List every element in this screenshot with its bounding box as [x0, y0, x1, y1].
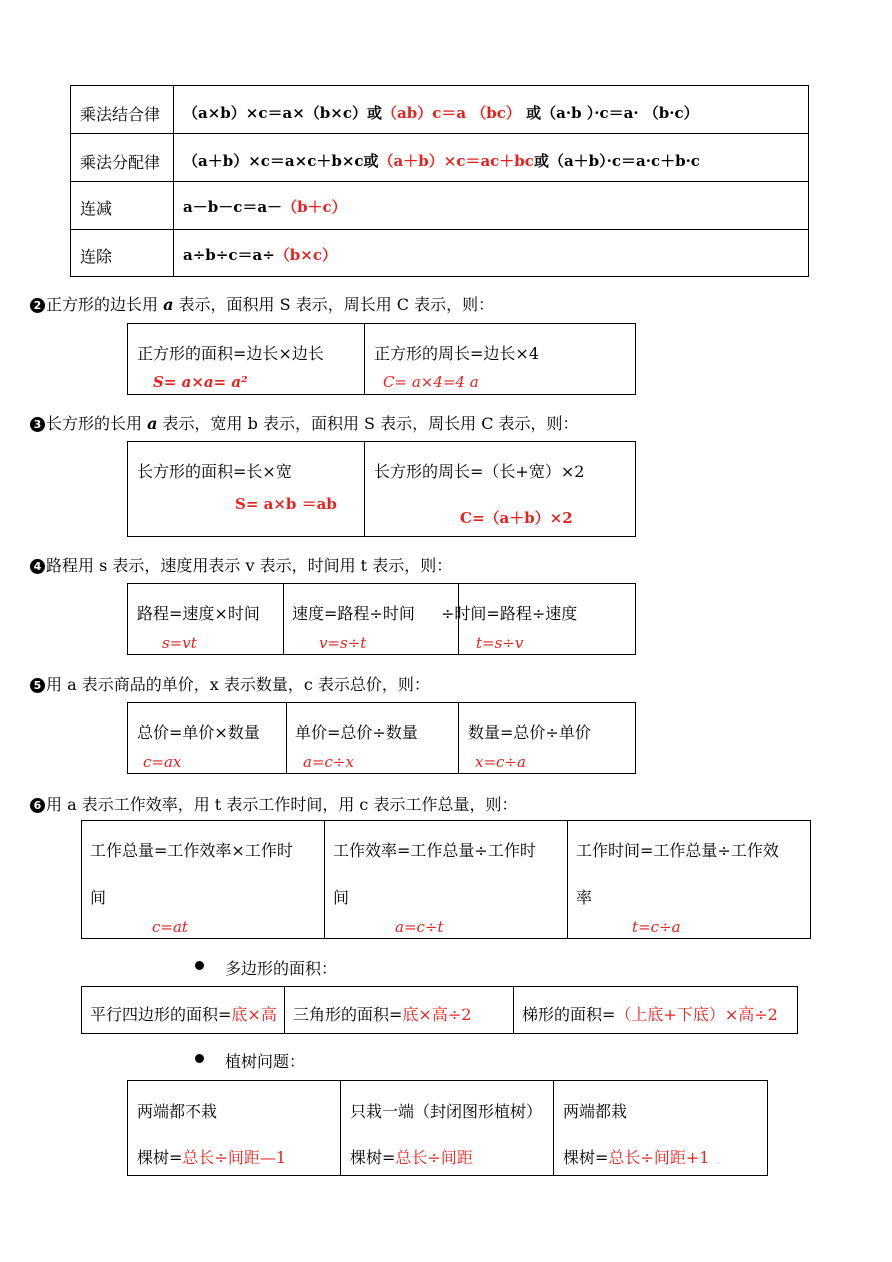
- rectangle-table: [127, 441, 636, 537]
- unit-price-cell: [287, 703, 459, 774]
- cell-formula: a=c÷t: [395, 918, 444, 936]
- cell-formula: v=s÷t: [319, 634, 367, 652]
- cell-value: 底×高: [231, 1005, 277, 1024]
- number-3-icon: 3: [30, 417, 45, 432]
- heading-text: 表示，宽用 b 表示，面积用 S 表示，周长用 C 表示，则：: [157, 414, 579, 433]
- cell-title-cont: 间: [90, 888, 107, 907]
- parallelogram-cell: [82, 987, 285, 1034]
- number-5-icon: 5: [30, 678, 45, 693]
- formula-part: （a·b ）·c＝a· （b·c）: [541, 104, 699, 122]
- table-row: [71, 182, 809, 230]
- work-table: [81, 820, 811, 939]
- law-formula-cell: [174, 86, 809, 134]
- cell-title: 路程=速度×时间: [137, 604, 260, 623]
- laws-table: [70, 85, 809, 277]
- number-6-icon: 6: [30, 798, 45, 813]
- table-row: [71, 230, 809, 277]
- table-row: [128, 1081, 768, 1176]
- table-row: [71, 134, 809, 182]
- time-cell: [441, 584, 636, 655]
- distance-table: [127, 583, 636, 655]
- cell-value: 总长÷间距—1: [182, 1148, 287, 1167]
- law-name-cell: [71, 86, 174, 134]
- heading-text: 用 a 表示工作效率，用 t 表示工作时间，用 c 表示工作总量，则：: [46, 795, 518, 814]
- table-row: [82, 821, 811, 939]
- work-total-cell: [82, 821, 325, 939]
- cell-label: 棵树=: [563, 1148, 609, 1167]
- table-row: [128, 442, 636, 537]
- law-name-cell: [71, 182, 174, 230]
- law-formula: [183, 102, 699, 123]
- formula-or: 或: [533, 152, 549, 170]
- law-name: 乘法分配律: [80, 153, 161, 172]
- cell-formula: a=c÷x: [303, 753, 354, 771]
- cell-title: 数量=总价÷单价: [468, 723, 591, 742]
- cell-formula: s=vt: [162, 634, 197, 652]
- table-row: [71, 86, 809, 134]
- cell-formula: c=at: [152, 918, 188, 936]
- polygon-table: [81, 986, 798, 1034]
- cell-title: 单价=总价÷数量: [295, 723, 418, 742]
- bullet-icon: [195, 1054, 204, 1063]
- trees-table: [127, 1080, 768, 1176]
- cell-title: 长方形的面积=长×宽: [137, 462, 292, 481]
- cell-text: [293, 1002, 471, 1025]
- law-formula: [183, 196, 347, 217]
- cell-formula: t=c÷a: [632, 918, 681, 936]
- formula-part-red: （b×c）: [274, 246, 337, 264]
- trees-one-end-cell: [341, 1081, 554, 1176]
- cell-text: [90, 1002, 277, 1025]
- price-table: [127, 702, 636, 774]
- cell-title: 正方形的面积=边长×边长: [137, 344, 324, 363]
- law-name-cell: [71, 230, 174, 277]
- cell-formula: x=c÷a: [475, 753, 526, 771]
- cell-title: 正方形的周长=边长×4: [374, 344, 539, 363]
- cell-label: 梯形的面积=: [522, 1005, 616, 1024]
- heading-text: 长方形的长用: [46, 414, 148, 433]
- heading-text: 表示，面积用 S 表示，周长用 C 表示，则：: [173, 295, 495, 314]
- work-efficiency-cell: [325, 821, 568, 939]
- cell-value: 总长÷间距+1: [608, 1148, 710, 1167]
- cell-title: 两端都栽: [563, 1102, 628, 1121]
- cell-text: [522, 1002, 778, 1025]
- cell-label: 棵树=: [350, 1148, 396, 1167]
- law-name: 连减: [80, 199, 113, 218]
- heading-text: 路程用 s 表示，速度用表示 v 表示，时间用 t 表示，则：: [46, 556, 453, 575]
- square-area-cell: [128, 324, 365, 395]
- law-formula-cell: [174, 182, 809, 230]
- speed-cell: [284, 584, 459, 655]
- formula-part: a－b－c＝a－: [183, 198, 283, 216]
- cell-title: 速度=路程÷时间: [292, 604, 415, 623]
- cell-title: 工作总量=工作效率×工作时: [90, 841, 293, 860]
- number-2-icon: 2: [30, 298, 45, 313]
- square-perimeter-cell: [365, 324, 636, 395]
- heading-text: 用 a 表示商品的单价，x 表示数量，c 表示总价，则：: [46, 675, 430, 694]
- cell-formula: S= a×b ＝ab: [235, 495, 337, 513]
- heading-text: 正方形的边长用: [46, 295, 164, 314]
- section-heading-rectangle: [30, 411, 579, 434]
- triangle-cell: [285, 987, 514, 1034]
- cell-label: 平行四边形的面积=: [90, 1005, 232, 1024]
- formula-part-red: （ab）c＝a （bc）: [381, 104, 521, 122]
- total-price-cell: [128, 703, 287, 774]
- cell-text: [137, 1145, 286, 1168]
- cell-value: （上底+下底）×高÷2: [615, 1005, 778, 1024]
- section-heading-work: [30, 792, 517, 815]
- formula-part-red: （b＋c）: [282, 198, 347, 216]
- table-row: [82, 987, 798, 1034]
- cell-value: 总长÷间距: [395, 1148, 473, 1167]
- cell-title: 总价=单价×数量: [137, 723, 260, 742]
- cell-text: [563, 1145, 709, 1168]
- heading-var: a: [147, 414, 158, 433]
- law-formula-cell: [174, 134, 809, 182]
- section-heading-polygon: 多边形的面积：: [225, 959, 338, 978]
- cell-formula: C=（a＋b）×2: [460, 509, 573, 527]
- number-4-icon: 4: [30, 559, 45, 574]
- bullet-icon: [195, 961, 204, 970]
- law-formula-cell: [174, 230, 809, 277]
- formula-or: 或: [520, 104, 542, 122]
- cell-formula: S= a×a= a²: [153, 373, 248, 391]
- trapezoid-cell: [514, 987, 798, 1034]
- table-row: [128, 584, 636, 655]
- cell-title: 工作时间=工作总量÷工作效: [576, 841, 779, 860]
- law-name: 乘法结合律: [80, 105, 161, 124]
- table-row: [128, 703, 636, 774]
- formula-part-red: （a＋b）×c＝ac＋bc: [378, 152, 534, 170]
- section-heading-distance: [30, 553, 452, 576]
- rectangle-area-cell: [128, 442, 365, 537]
- cell-text: [350, 1145, 473, 1168]
- law-name: 连除: [80, 247, 113, 266]
- formula-part: a÷b÷c＝a÷: [183, 246, 275, 264]
- formula-or: 或: [366, 104, 382, 122]
- cell-title-cont: 间: [333, 888, 350, 907]
- section-heading-trees: 植树问题：: [225, 1052, 306, 1071]
- cell-title: 工作效率=工作总量÷工作时: [333, 841, 536, 860]
- cell-title: 长方形的周长=（长+宽）×2: [374, 462, 585, 481]
- section-heading-price: [30, 672, 430, 695]
- rectangle-perimeter-cell: [365, 442, 636, 537]
- cell-label: 三角形的面积=: [293, 1005, 403, 1024]
- trees-both-ends-cell: [554, 1081, 768, 1176]
- cell-formula: C= a×4=4 a: [383, 373, 479, 391]
- cell-title: 两端都不栽: [137, 1102, 218, 1121]
- trees-none-end-cell: [128, 1081, 341, 1176]
- square-table: [127, 323, 636, 395]
- work-time-cell: [568, 821, 811, 939]
- law-formula: [183, 150, 700, 171]
- cell-title: 只栽一端（封闭图形植树）: [350, 1102, 543, 1121]
- formula-part: （a＋b）·c＝a·c＋b·c: [548, 152, 700, 170]
- cell-title: ÷时间=路程÷速度: [441, 604, 578, 623]
- law-name-cell: [71, 134, 174, 182]
- formula-or: 或: [363, 152, 379, 170]
- cell-formula: t=s÷v: [476, 634, 524, 652]
- heading-var: a: [163, 295, 174, 314]
- formula-part: （a×b）×c＝a×（b×c）: [183, 104, 367, 122]
- distance-cell: [128, 584, 284, 655]
- cell-value: 底×高÷2: [402, 1005, 472, 1024]
- table-row: [128, 324, 636, 395]
- cell-formula: c=ax: [143, 753, 182, 771]
- law-formula: [183, 244, 337, 265]
- formula-part: （a＋b）×c＝a×c＋b×c: [183, 152, 364, 170]
- cell-label: 棵树=: [137, 1148, 183, 1167]
- section-heading-square: [30, 292, 494, 315]
- cell-title-cont: 率: [576, 888, 593, 907]
- quantity-cell: [459, 703, 636, 774]
